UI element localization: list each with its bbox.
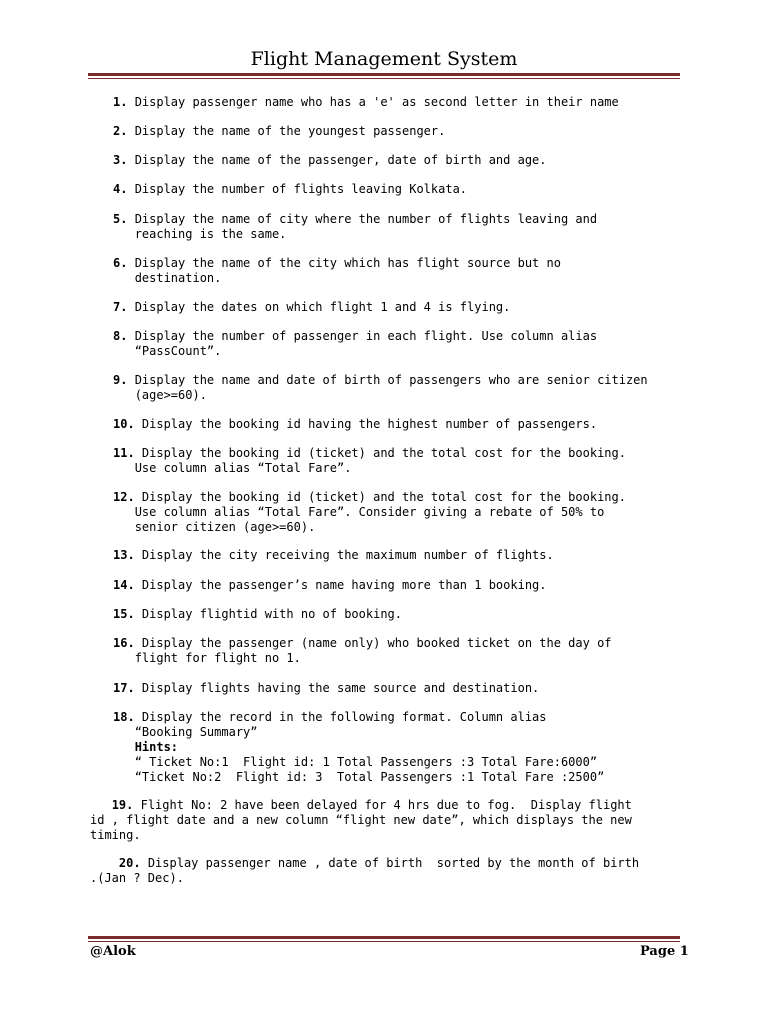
question-11: 11. Display the booking id (ticket) and the total cost for the booking. Use column alias “Total Fare”.	[113, 446, 626, 475]
question-18: 18. Display the record in the following format. Column alias “Booking Summary” Hints: “ Ticket No:1 Flight id: 1 Total Passengers :3 Total Fare:6000” “Ticket No:2 Flight id: 3 Total Passengers :1 Total Fare :2500”	[113, 710, 605, 784]
hint-line: “ Ticket No:1 Flight id: 1 Total Passengers :3 Total Fare:6000”	[134, 755, 598, 769]
question-8: 8. Display the number of passenger in each flight. Use column alias “PassCount”.	[113, 329, 598, 358]
hints-label: Hints:	[134, 740, 179, 754]
footer-rule	[88, 936, 680, 942]
question-14: 14. Display the passenger’s name having more than 1 booking.	[113, 578, 547, 592]
header-rule	[88, 73, 680, 79]
question-15: 15. Display flightid with no of booking.	[113, 607, 402, 621]
question-19: 19. Flight No: 2 have been delayed for 4 hrs due to fog. Display flight id , flight date and a new column “flight new date”, which displays the new timing.	[90, 798, 632, 842]
question-2: 2. Display the name of the youngest passenger.	[113, 124, 446, 138]
question-20: 20. Display passenger name , date of birth sorted by the month of birth .(Jan ? Dec).	[90, 856, 640, 885]
question-12: 12. Display the booking id (ticket) and the total cost for the booking. Use column alias “Total Fare”. Consider giving a rebate of 50% to senior citizen (age>=60).	[113, 490, 626, 534]
question-7: 7. Display the dates on which flight 1 and 4 is flying.	[113, 300, 511, 314]
page-number: Page 1	[640, 944, 689, 959]
question-5: 5. Display the name of city where the number of flights leaving and reaching is the same.	[113, 212, 598, 241]
question-10: 10. Display the booking id having the highest number of passengers.	[113, 417, 598, 431]
question-16: 16. Display the passenger (name only) who booked ticket on the day of flight for flight no 1.	[113, 636, 612, 665]
question-3: 3. Display the name of the passenger, date of birth and age.	[113, 153, 547, 167]
question-17: 17. Display flights having the same source and destination.	[113, 681, 540, 695]
question-1: 1. Display passenger name who has a 'e' as second letter in their name	[113, 95, 619, 109]
page-title: Flight Management System	[250, 48, 518, 70]
question-13: 13. Display the city receiving the maximum number of flights.	[113, 548, 554, 562]
question-9: 9. Display the name and date of birth of passengers who are senior citizen (age>=60).	[113, 373, 648, 402]
hint-line: “Ticket No:2 Flight id: 3 Total Passengers :1 Total Fare :2500”	[134, 770, 605, 784]
question-6: 6. Display the name of the city which has flight source but no destination.	[113, 256, 561, 285]
footer-author: @Alok	[90, 944, 136, 959]
question-4: 4. Display the number of flights leaving Kolkata.	[113, 182, 468, 196]
